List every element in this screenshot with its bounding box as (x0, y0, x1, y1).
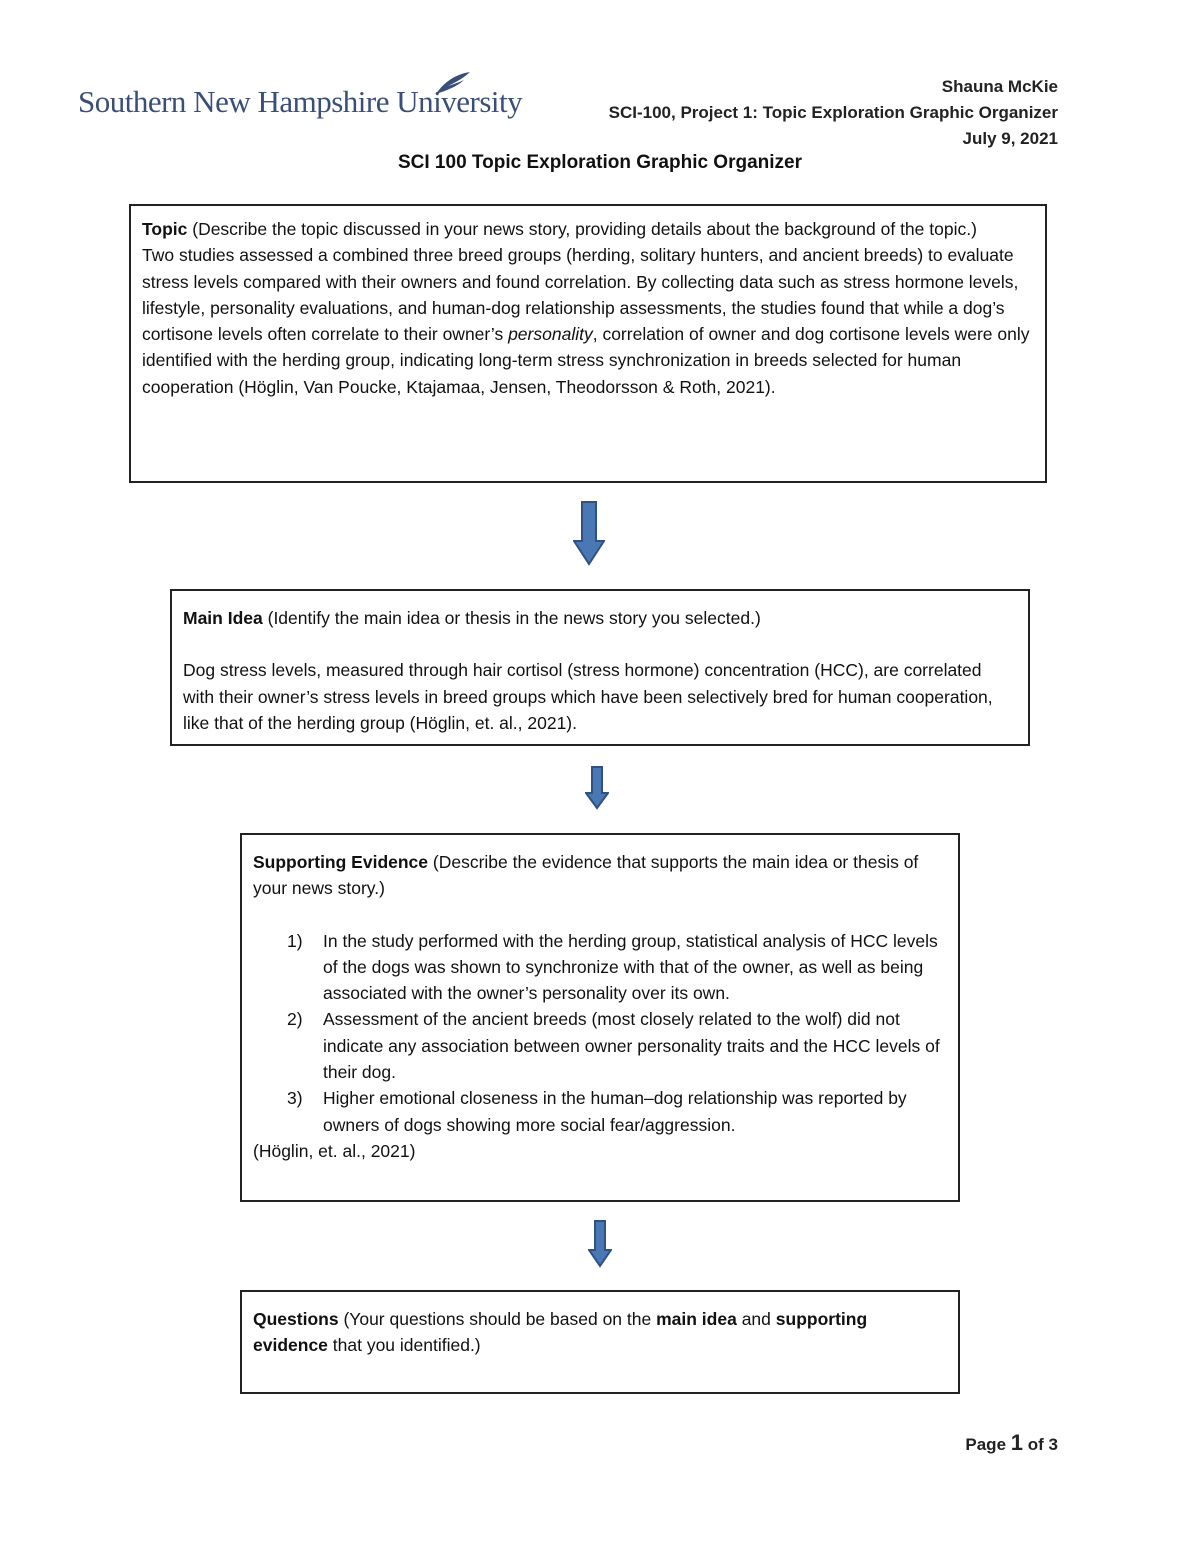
topic-heading (142, 216, 1033, 242)
list-item (253, 928, 946, 1007)
list-item-text: Higher emotional closeness in the human–dog relationship was reported by owners of dogs showing more social fear/aggression. (323, 1088, 907, 1135)
list-item-number: 1) (287, 930, 303, 951)
questions-label: Questions (253, 1309, 339, 1329)
evidence-heading (253, 849, 946, 902)
of-word: of (1027, 1435, 1044, 1454)
course-title: SCI-100, Project 1: Topic Exploration Graphic Organizer (608, 103, 1058, 122)
main-idea-prompt: (Identify the main idea or thesis in the news story you selected.) (262, 608, 761, 628)
list-item-number: 2) (287, 1009, 303, 1030)
topic-label: Topic (142, 219, 188, 239)
feather-icon (434, 70, 472, 96)
questions-heading (253, 1306, 946, 1359)
down-arrow-icon (588, 1220, 612, 1268)
topic-body-italic: personality (508, 324, 593, 345)
list-item (253, 1006, 946, 1085)
evidence-citation: (Höglin, et. al., 2021) (253, 1140, 416, 1161)
topic-box (129, 204, 1047, 483)
page-title: SCI 100 Topic Exploration Graphic Organizer (397, 152, 803, 173)
questions-prompt-bold-2: supporting evidence (253, 1309, 868, 1356)
topic-body-text-2: , correlation of owner and dog cortisone levels were only identified with the herding group, indicating long-term stress synchronization in breeds selected for human cooperation (Höglin, Van Poucke, Ktajamaa, Jensen, Theodorsson & Roth, 2021). (142, 324, 1030, 397)
page-word: Page (965, 1435, 1007, 1454)
list-item-number: 3) (287, 1088, 303, 1109)
page-total: 3 (1048, 1435, 1058, 1454)
questions-prompt-2: and (736, 1309, 776, 1329)
down-arrow-icon (585, 766, 609, 810)
topic-body-text-1: Two studies assessed a combined three breed groups (herding, solitary hunters, and ancient breeds) to evaluate stress levels compared with their owners and found correlation. By collecting data such as stress hormone levels, lifestyle, personality evaluations, and human-dog relationship assessments, the studies found that while a dog’s cortisone levels often correlate to their owner’s (142, 245, 1019, 345)
evidence-list (253, 928, 946, 1138)
main-idea-box (170, 589, 1030, 746)
page-number (965, 1430, 1058, 1456)
down-arrow-icon (573, 501, 605, 566)
university-logo (78, 70, 523, 126)
list-item-text: In the study performed with the herding group, statistical analysis of HCC levels of the dogs was shown to synchronize with that of the owner, as well as being associated with the owner’s personality over its own. (323, 930, 938, 1004)
document-header-info (609, 74, 1058, 152)
supporting-evidence-box (240, 833, 960, 1202)
logo-wordmark: Southern New Hampshire University (78, 84, 523, 119)
page-current: 1 (1010, 1430, 1024, 1455)
document-date: July 9, 2021 (962, 129, 1058, 148)
evidence-label: Supporting Evidence (253, 852, 429, 872)
evidence-prompt: (Describe the evidence that supports the main idea or thesis of your news story.) (253, 852, 919, 899)
topic-body (142, 242, 1033, 400)
list-item-text: Assessment of the ancient breeds (most closely related to the wolf) did not indicate any association between owner personality traits and the HCC levels of their dog. (323, 1009, 940, 1083)
main-idea-heading (183, 605, 1016, 631)
topic-prompt: (Describe the topic discussed in your news story, providing details about the background of the topic.) (187, 219, 977, 239)
questions-prompt-bold-1: main idea (656, 1309, 737, 1329)
author-name: Shauna McKie (941, 77, 1058, 96)
questions-box (240, 1290, 960, 1394)
main-idea-body: Dog stress levels, measured through hair cortisol (stress hormone) concentration (HCC), are correlated with their owner’s stress levels in breed groups which have been selectively bred for human cooperation, like that of the herding group (Höglin, et. al., 2021). (183, 660, 993, 733)
main-idea-label: Main Idea (183, 608, 263, 628)
questions-prompt-3: that you identified.) (327, 1335, 481, 1356)
questions-prompt-1: (Your questions should be based on the (338, 1309, 657, 1329)
list-item (253, 1085, 946, 1138)
